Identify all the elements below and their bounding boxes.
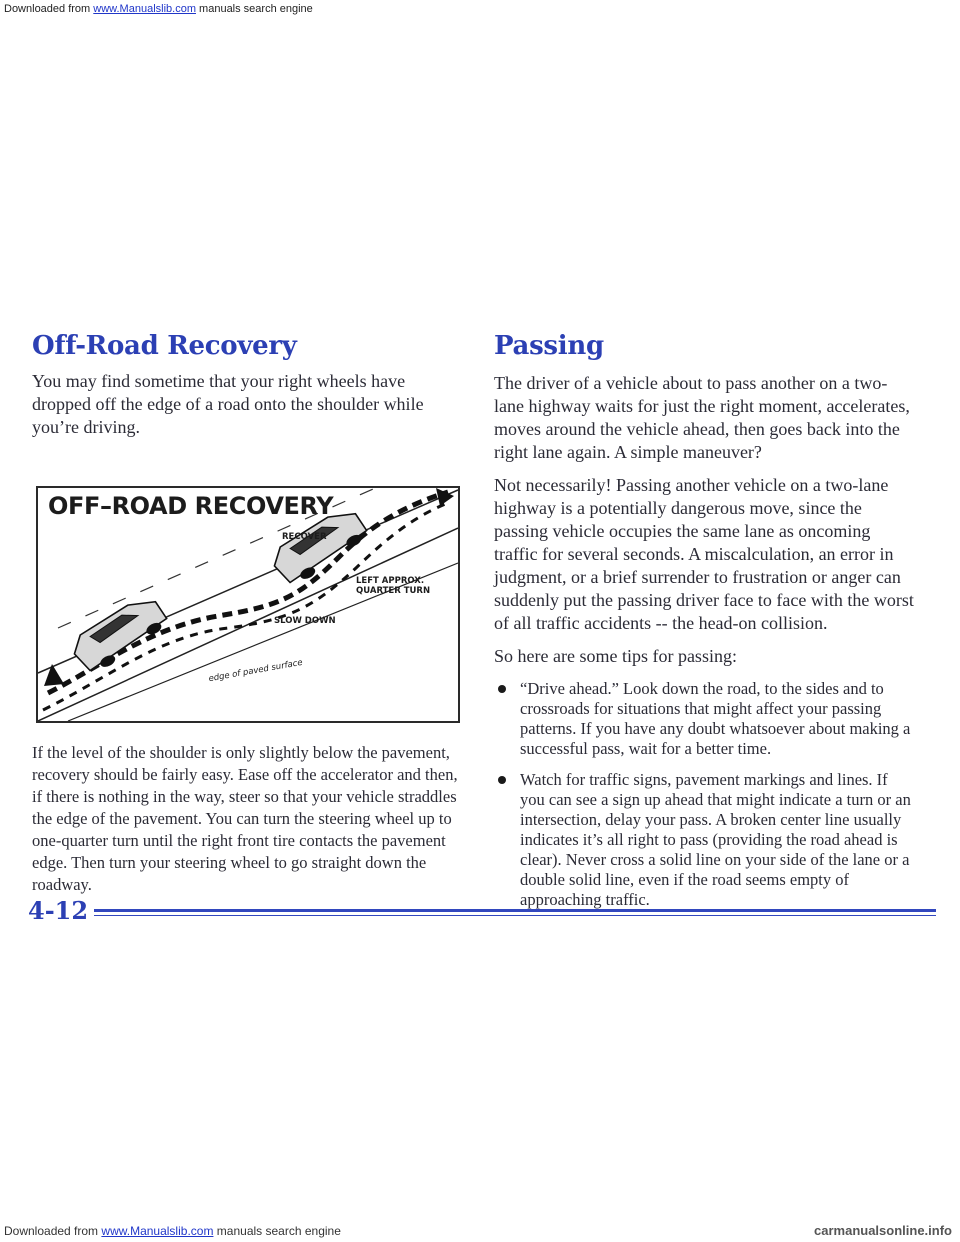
- watermark-carmanualsonline: carmanualsonline.info: [814, 1223, 952, 1238]
- page-number: 4-12: [28, 896, 89, 925]
- left-body: [32, 742, 462, 896]
- footer-rule-thick: [94, 909, 936, 912]
- bottom-manualslib-link[interactable]: www.Manualslib.com: [101, 1224, 214, 1238]
- passing-tips-list: [494, 679, 914, 910]
- recovery-path-secondary: [43, 502, 450, 710]
- bullet-icon: [498, 685, 506, 693]
- arrow-head: [44, 664, 64, 686]
- label-left-approx: LEFT APPROX.: [356, 576, 425, 586]
- label-quarter-turn: QUARTER TURN: [356, 586, 431, 596]
- intro-paragraph: You may find sometime that your right wheels have dropped off the edge of a road onto the shoulder while you’re driving.: [32, 371, 424, 437]
- section-title-off-road-recovery: Off-Road Recovery: [32, 331, 297, 361]
- banner-prefix: Downloaded from: [4, 3, 91, 15]
- off-road-recovery-illustration: [36, 486, 460, 723]
- download-banner: [0, 0, 960, 18]
- manualslib-link[interactable]: www.Manualslib.com: [93, 3, 196, 15]
- passing-paragraph-2: Not necessarily! Passing another vehicle on a two-lane highway is a potentially dangerous move, since the passing vehicle occupies the same lane as oncoming traffic for several seconds. A miscalculation, an error in judgment, or a brief surrender to frustration or anger can suddenly put the passing driver face to face with the worst of all traffic accidents -- the head-on collision.: [494, 475, 914, 633]
- footer-rule-thin: [94, 915, 936, 916]
- bottom-suffix: manuals search engine: [216, 1224, 341, 1238]
- list-item: [494, 679, 914, 759]
- illustration-drawing: [38, 488, 458, 721]
- bottom-prefix: Downloaded from: [4, 1224, 99, 1238]
- page-footer: [28, 896, 940, 928]
- shoulder-recovery-paragraph: If the level of the shoulder is only slightly below the pavement, recovery should be fairly easy. Ease off the accelerator and then, if there is nothing in the way, steer so that your vehicle straddles the edge of the pavement. You can turn the steering wheel up to one-quarter turn until the right front tire contacts the pavement edge. Then turn your steering wheel to go straight down the roadway.: [32, 743, 458, 894]
- label-edge-of-paved-surface: edge of paved surface: [207, 657, 304, 685]
- car-lower: [66, 592, 174, 678]
- label-slow-down: SLOW DOWN: [274, 616, 336, 626]
- tip-text: Watch for traffic signs, pavement markings and lines. If you can see a sign up ahead that might indicate a turn or an intersection, delay your pass. A broken center line usually indicates it’s all right to pass (providing the road ahead is clear). Never cross a solid line on your side of the lane or a double solid line, even if the road seems empty of approaching traffic.: [520, 770, 911, 909]
- banner-suffix: manuals search engine: [199, 3, 313, 15]
- bottom-banner-text: [4, 1224, 341, 1238]
- bottom-banner: [0, 1222, 960, 1242]
- passing-paragraph-1: The driver of a vehicle about to pass another on a two-lane highway waits for just the right moment, accelerates, moves around the vehicle ahead, then goes back into the right lane again. A simple maneuver?: [494, 373, 910, 462]
- tip-text: “Drive ahead.” Look down the road, to the sides and to crossroads for situations that might affect your passing patterns. If you have any doubt whatsoever about making a successful pass, wait for a better time.: [520, 679, 911, 758]
- passing-paragraph-3: So here are some tips for passing:: [494, 646, 737, 666]
- figure-title: OFF–ROAD RECOVERY: [48, 492, 334, 520]
- list-item: [494, 770, 914, 910]
- bullet-icon: [498, 776, 506, 784]
- right-column: [494, 330, 914, 910]
- label-recover: RECOVER: [282, 532, 327, 542]
- left-column: [32, 330, 460, 439]
- section-title-passing: Passing: [494, 331, 604, 361]
